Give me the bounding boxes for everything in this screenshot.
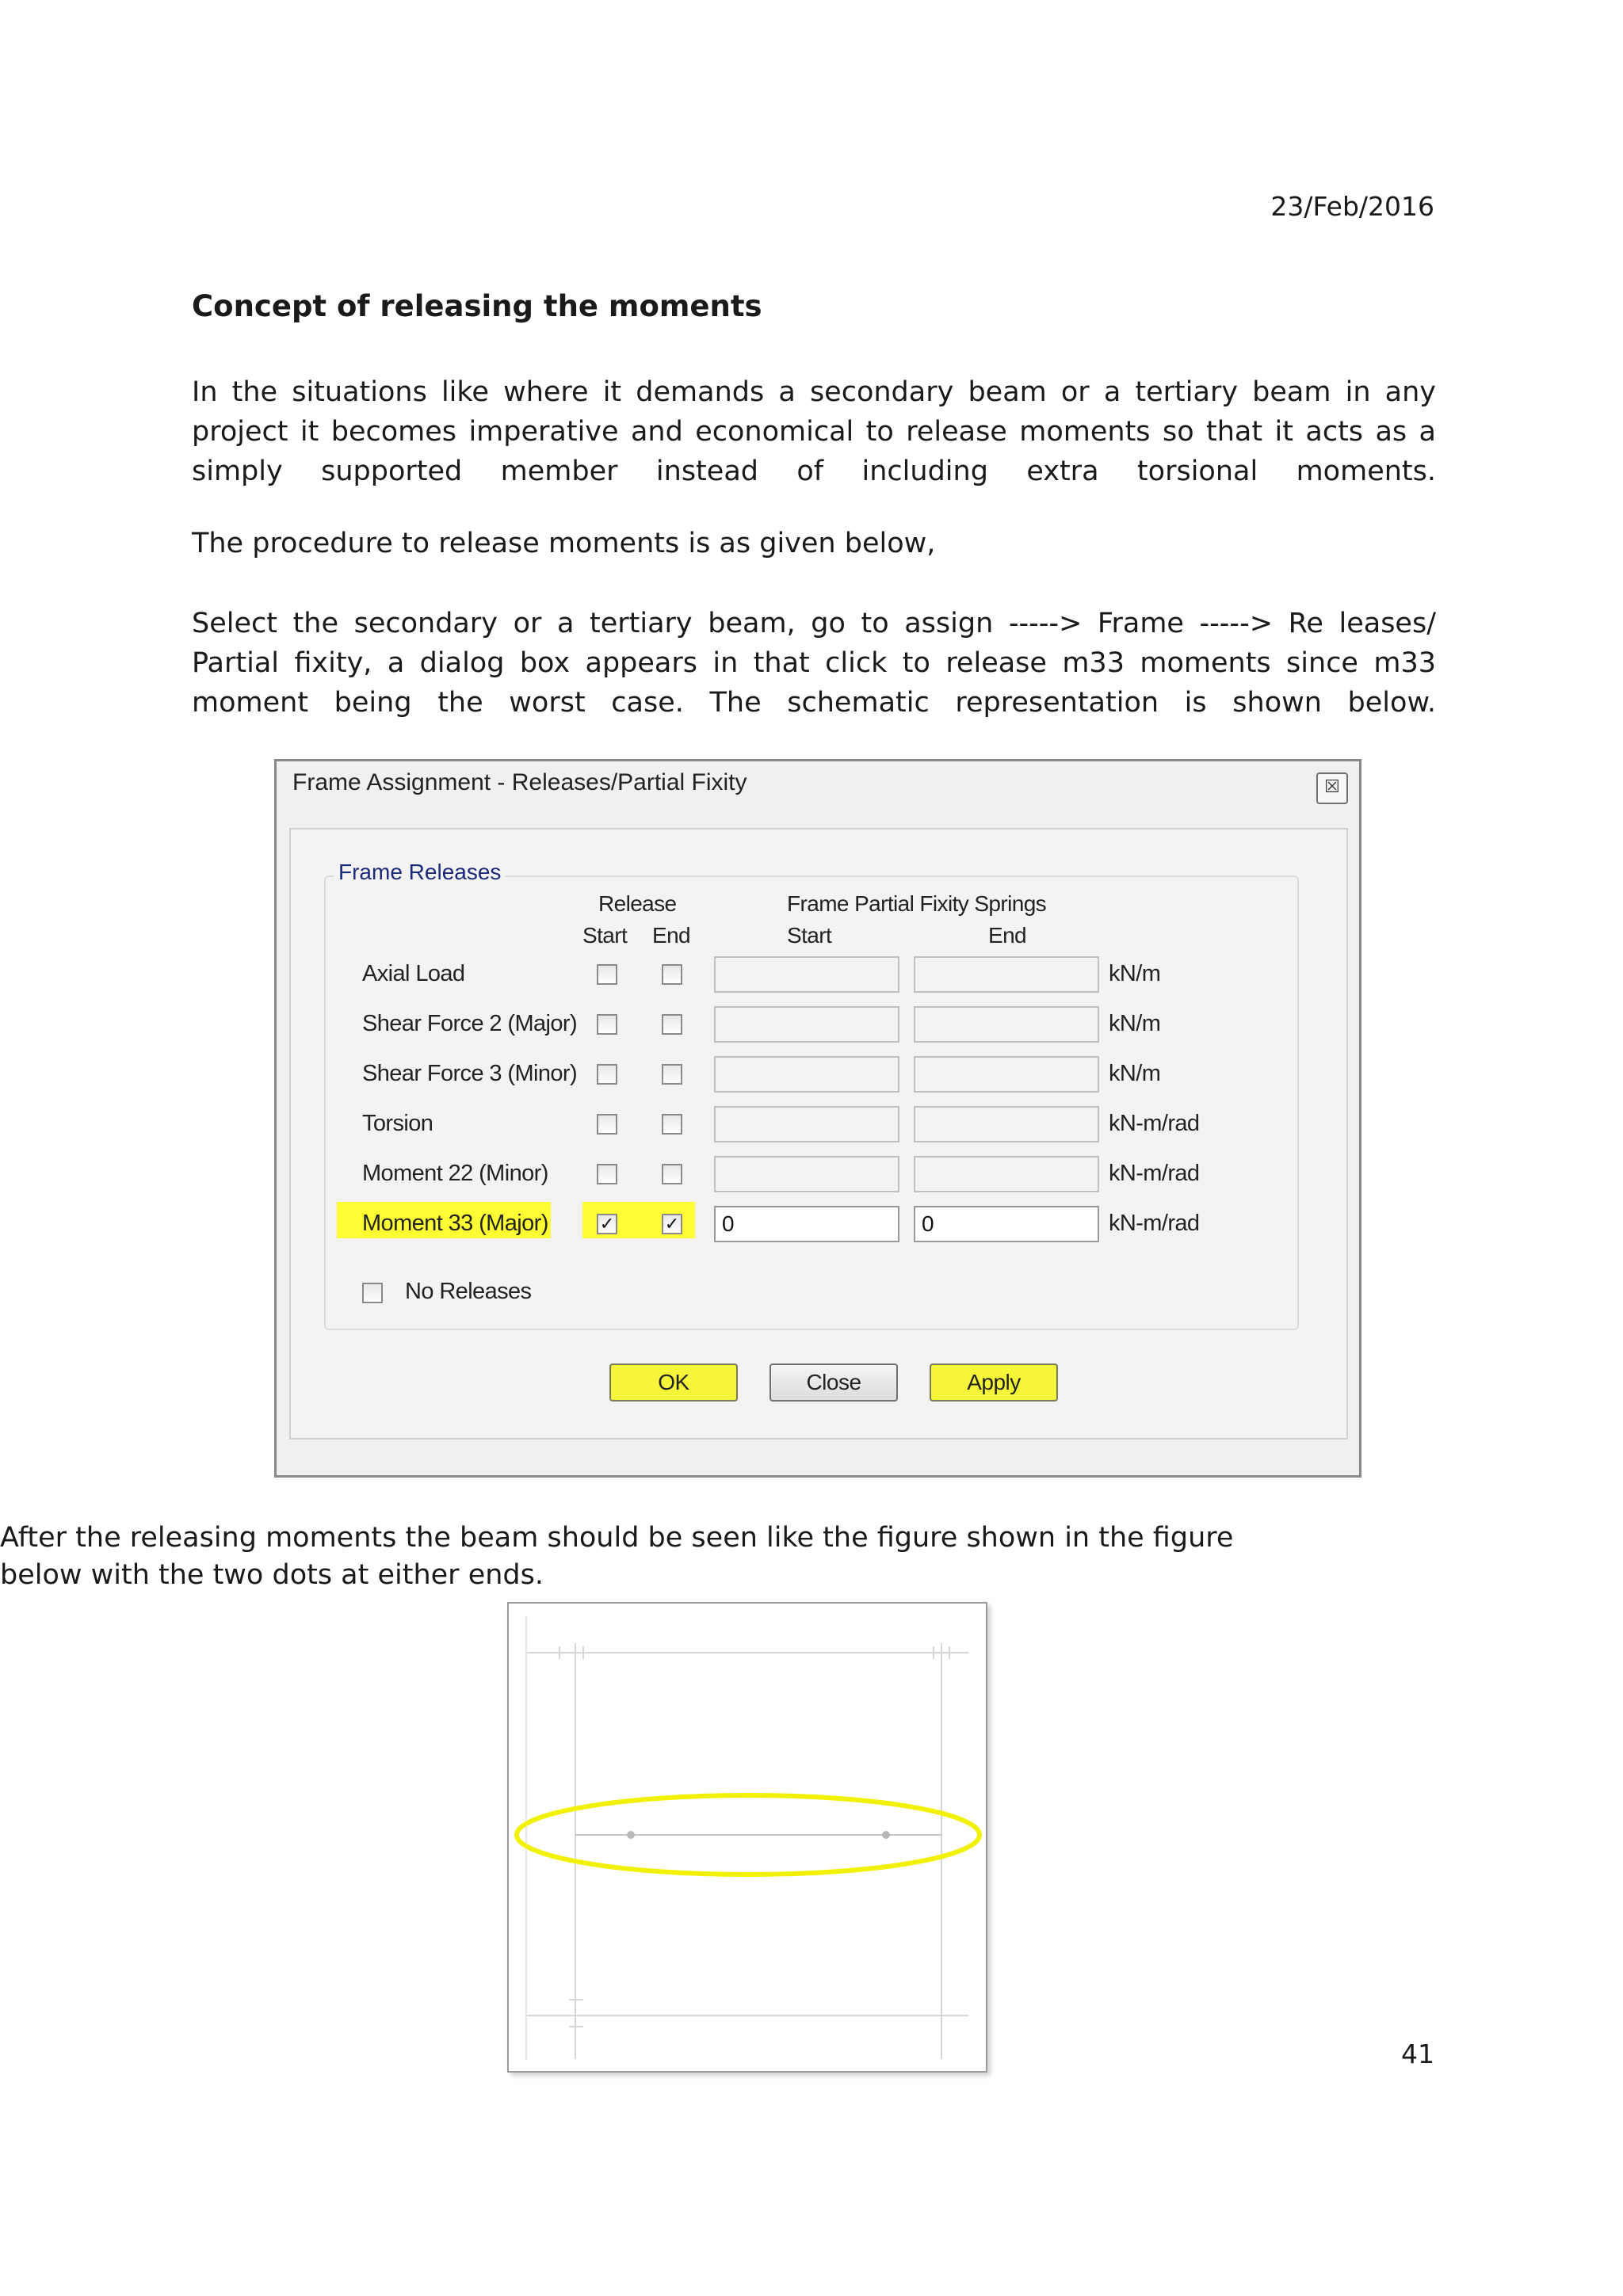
section-heading: Concept of releasing the moments xyxy=(192,289,762,323)
spring-start-input[interactable]: 0 xyxy=(714,1206,899,1242)
ok-button[interactable]: OK xyxy=(609,1363,738,1402)
release-end-checkbox[interactable] xyxy=(662,1164,682,1184)
no-releases-label: No Releases xyxy=(405,1279,532,1304)
spring-end-header: End xyxy=(988,923,1027,948)
spring-start-header: Start xyxy=(787,923,832,948)
spring-end-input[interactable]: 0 xyxy=(914,1206,1099,1242)
release-start-checkbox[interactable] xyxy=(597,1064,617,1085)
row-label-shear-force-3: Shear Force 3 (Minor) xyxy=(362,1061,578,1086)
release-end-checkbox[interactable]: ✓ xyxy=(662,1214,682,1234)
release-dot-start xyxy=(627,1831,635,1839)
unit-label: kN-m/rad xyxy=(1109,1161,1200,1186)
beam-figure xyxy=(507,1602,987,2073)
beam-figure-drawing xyxy=(509,1604,986,2071)
unit-label: kN/m xyxy=(1109,1011,1161,1036)
springs-header: Frame Partial Fixity Springs xyxy=(787,891,1047,916)
spring-start-input[interactable] xyxy=(714,956,899,993)
close-button[interactable]: Close xyxy=(769,1363,898,1402)
row-label-moment-33: Moment 33 (Major) xyxy=(362,1211,548,1236)
no-releases-checkbox[interactable] xyxy=(362,1283,383,1303)
release-header: Release xyxy=(598,891,677,916)
paragraph-result: After the releasing moments the beam should be seen like the figure shown in the figure below with the two dots at either ends. xyxy=(0,1522,1234,1591)
close-icon[interactable]: ☒ xyxy=(1316,772,1348,804)
spring-end-input[interactable] xyxy=(914,1006,1099,1043)
row-label-shear-force-2: Shear Force 2 (Major) xyxy=(362,1011,578,1036)
paragraph-steps: Select the secondary or a tertiary beam, go to assign -----> Frame -----> Re leases/ Partial fixity, a dialog box appears in that click to release m33 moments since m33 moment being the worst case. The schematic representation is shown below. xyxy=(192,608,1436,719)
spring-start-input[interactable] xyxy=(714,1006,899,1043)
release-end-checkbox[interactable] xyxy=(662,1014,682,1035)
row-label-axial-load: Axial Load xyxy=(362,961,465,986)
release-start-checkbox[interactable] xyxy=(597,1014,617,1035)
release-start-checkbox[interactable] xyxy=(597,1114,617,1135)
release-end-header: End xyxy=(652,923,691,948)
dialog-title: Frame Assignment - Releases/Partial Fixity xyxy=(292,769,747,795)
spring-end-input[interactable] xyxy=(914,1056,1099,1093)
apply-button[interactable]: Apply xyxy=(930,1363,1058,1402)
row-label-moment-22: Moment 22 (Minor) xyxy=(362,1161,548,1186)
paragraph-procedure: The procedure to release moments is as given below, xyxy=(192,528,936,559)
release-start-checkbox[interactable]: ✓ xyxy=(597,1214,617,1234)
dialog-body xyxy=(289,828,1348,1440)
spring-start-input[interactable] xyxy=(714,1106,899,1142)
release-end-checkbox[interactable] xyxy=(662,1064,682,1085)
unit-label: kN-m/rad xyxy=(1109,1111,1200,1136)
release-start-header: Start xyxy=(582,923,628,948)
frame-releases-group xyxy=(324,860,1299,1330)
unit-label: kN-m/rad xyxy=(1109,1211,1200,1236)
paragraph-intro: In the situations like where it demands a secondary beam or a tertiary beam in any project it becomes imperative and economical to release moments so that it acts as a simply supported member instead of including extra torsional moments. xyxy=(192,376,1436,487)
release-start-checkbox[interactable] xyxy=(597,1164,617,1184)
row-label-torsion: Torsion xyxy=(362,1111,433,1136)
release-start-checkbox[interactable] xyxy=(597,964,617,985)
release-end-checkbox[interactable] xyxy=(662,1114,682,1135)
page-date: 23/Feb/2016 xyxy=(1270,191,1434,222)
unit-label: kN/m xyxy=(1109,1061,1161,1086)
release-dot-end xyxy=(882,1831,890,1839)
spring-start-input[interactable] xyxy=(714,1156,899,1192)
spring-end-input[interactable] xyxy=(914,1106,1099,1142)
unit-label: kN/m xyxy=(1109,961,1161,986)
release-end-checkbox[interactable] xyxy=(662,964,682,985)
spring-start-input[interactable] xyxy=(714,1056,899,1093)
spring-end-input[interactable] xyxy=(914,956,1099,993)
frame-releases-dialog xyxy=(274,759,1361,1478)
group-label: Frame Releases xyxy=(334,860,506,885)
page-number: 41 xyxy=(1401,2039,1434,2069)
spring-end-input[interactable] xyxy=(914,1156,1099,1192)
